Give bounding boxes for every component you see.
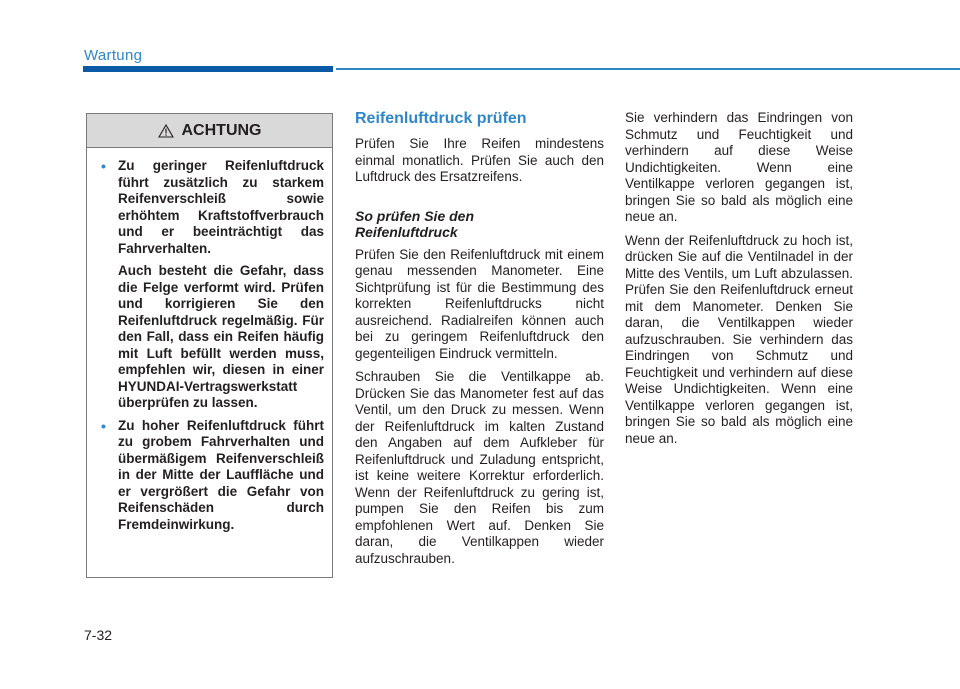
body-paragraph: Schrauben Sie die Ventilkappe ab. Drücken Sie das Manometer fest auf das Ventil, um den Druck zu messen. Wenn der Reifenluftdruck im kalten Zustand den Angaben auf dem Aufkleber für Reifenluftdruck und Zuladung entspricht, ist keine weitere Korrektur erforderlich. Wenn der Reifenluftdruck zu gering ist, pumpen Sie den Reifen bis zum empfohlenen Wert auf. Denken Sie daran, die Ventilkappen wieder aufzuschrauben. xyxy=(355,369,604,566)
bullet-icon: • xyxy=(101,417,106,434)
warning-paragraph: Auch besteht die Gefahr, dass die Felge verformt wird. Prüfen und korrigieren Sie den Reifenluftdruck regelmäßig. Für den Fall, dass ein Reifen häufig mit Luft befüllt werden muss, empfehlen wir, diesen in einer HYUNDAI-Vertragswerkstatt überprüfen zu lassen. xyxy=(118,263,324,410)
warning-header xyxy=(87,114,332,148)
header-rule-thin xyxy=(336,68,960,70)
warning-item xyxy=(101,158,324,412)
section-title: Reifenluftdruck prüfen xyxy=(355,110,527,127)
bullet-icon: • xyxy=(101,158,106,174)
subsection-title: So prüfen Sie den Reifenluftdruck xyxy=(355,207,475,240)
page-number: 7-32 xyxy=(84,627,113,643)
warning-title: ACHTUNG xyxy=(181,121,262,139)
body-paragraph: Sie verhindern das Eindringen von Schmutz und Feuchtigkeit und verhindern auf diese Weise Undichtigkeiten. Wenn eine Ventilkappe verloren gegangen ist, bringen Sie so bald als möglich eine neue an. xyxy=(625,110,853,224)
content-column-right xyxy=(625,110,853,454)
section-header-title: Wartung xyxy=(84,47,143,64)
warning-body xyxy=(87,148,332,533)
warning-paragraph: Zu geringer Reifenluftdruck führt zusätzlich zu starkem Reifenverschleiß sowie erhöhtem Kraftstoffverbrauch und er beeinträchtigt das Fahrverhalten. xyxy=(118,158,324,256)
warning-item xyxy=(101,418,324,534)
warning-paragraph: Zu hoher Reifenluftdruck führt zu grobem Fahrverhalten und übermäßigem Reifenverschleiß in der Mitte der Lauffläche und er vergrößert die Gefahr von Reifenschäden durch Fremdeinwirkung. xyxy=(118,417,324,532)
body-paragraph: Wenn der Reifenluftdruck zu hoch ist, drücken Sie auf die Ventilnadel in der Mitte des Ventils, um Luft abzulassen. Prüfen Sie den Reifenluftdruck erneut mit dem Manometer. Denken Sie daran, die Ventilkappen wieder aufzuschrauben. Sie verhindern das Eindringen von Schmutz und Feuchtigkeit und verhindern auf diese Weise Undichtigkeiten. Wenn eine Ventilkappe verloren gegangen ist, bringen Sie so bald als möglich eine neue an. xyxy=(625,232,853,446)
content-column-middle xyxy=(355,110,604,574)
warning-triangle-icon xyxy=(158,124,174,138)
intro-paragraph: Prüfen Sie Ihre Reifen mindestens einmal monatlich. Prüfen Sie auch den Luftdruck des Ersatzreifens. xyxy=(355,136,604,184)
body-paragraph: Prüfen Sie den Reifenluftdruck mit einem genau messenden Manometer. Eine Sichtprüfung ist für die Bestimmung des korrekten Reifenluftdrucks nicht ausreichend. Radialreifen können auch bei zu geringem Reifenluftdruck den gegenteiligen Eindruck vermitteln. xyxy=(355,246,604,361)
header-rule-thick xyxy=(83,66,333,72)
warning-box xyxy=(86,113,333,578)
